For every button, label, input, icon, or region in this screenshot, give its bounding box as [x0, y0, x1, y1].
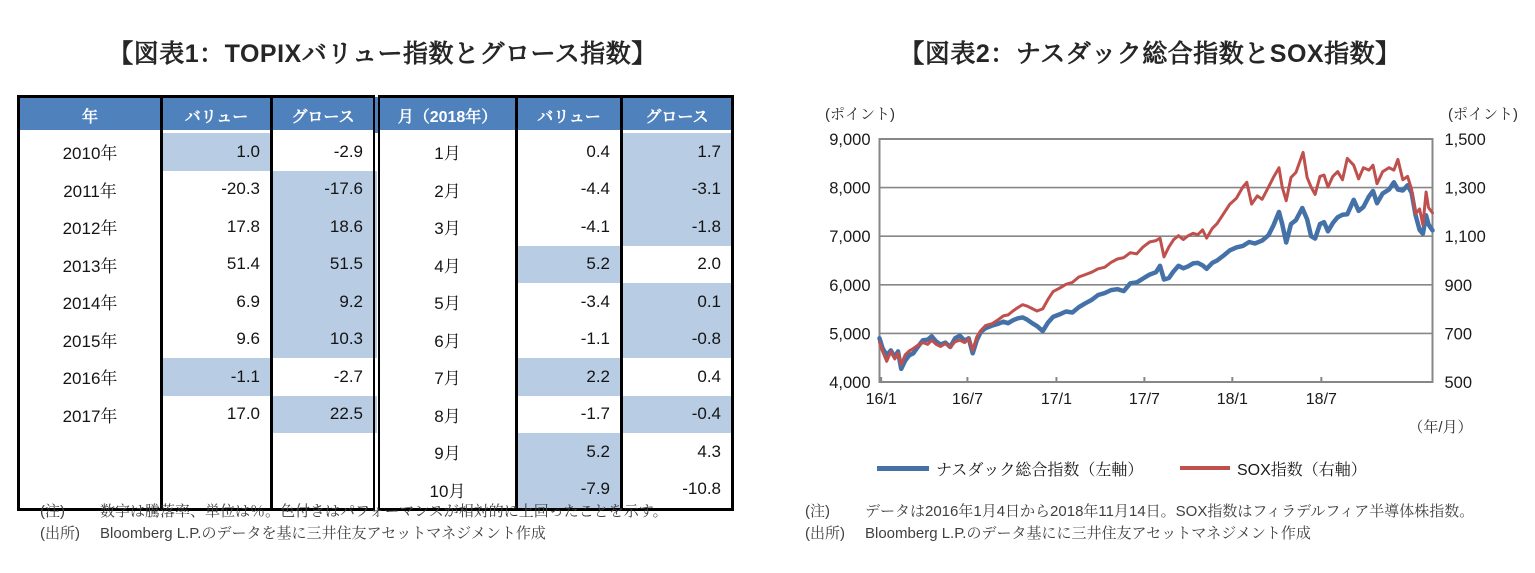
table-cell: 5.2	[517, 433, 622, 471]
left-axis-tick-label: 7,000	[829, 228, 871, 247]
figure2-source	[805, 523, 1529, 545]
x-axis-tick-label: 16/7	[951, 391, 983, 408]
table-cell: 0.4	[622, 358, 733, 396]
right-axis-tick-label: 700	[1444, 325, 1473, 344]
figure1-note	[40, 501, 740, 523]
table-cell: -3.1	[622, 171, 733, 209]
table-cell: 18.6	[272, 208, 377, 246]
table-cell: -20.3	[162, 171, 272, 209]
table-cell: -2.9	[272, 133, 377, 171]
table-cell: -1.1	[162, 358, 272, 396]
right-axis-tick-label: 1,100	[1444, 228, 1486, 247]
table-cell: -10.8	[622, 471, 733, 510]
table-head	[19, 97, 733, 134]
table-cell	[19, 433, 162, 471]
table-cell: -1.8	[622, 208, 733, 246]
table-cell: 2015年	[19, 321, 162, 359]
table-cell: -4.4	[517, 171, 622, 209]
table-cell: 2012年	[19, 208, 162, 246]
table-cell: 2010年	[19, 133, 162, 171]
legend-label-sox: SOX指数（右軸）	[1237, 461, 1367, 479]
table-cell: 2011年	[19, 171, 162, 209]
table-cell: 9月	[377, 433, 517, 471]
table-row	[19, 321, 733, 359]
table-cell: 2.0	[622, 246, 733, 284]
sox-line-swatch	[1180, 466, 1230, 470]
figure1-title: 【図表1：TOPIXバリュー指数とグロース指数】	[108, 40, 657, 68]
table-cell: 3月	[377, 208, 517, 246]
table-cell: -1.7	[517, 396, 622, 434]
table-cell: 8月	[377, 396, 517, 434]
table-cell: 17.0	[162, 396, 272, 434]
table-cell: 51.4	[162, 246, 272, 284]
table-cell: 5月	[377, 283, 517, 321]
table-row	[19, 396, 733, 434]
table-cell: 0.1	[622, 283, 733, 321]
figure1-source	[40, 523, 740, 545]
table-body	[19, 133, 733, 510]
table-row	[19, 433, 733, 471]
table-cell: -3.4	[517, 283, 622, 321]
right-axis-tick-label: 1,500	[1444, 131, 1486, 149]
note-text: 数字は騰落率、単位は％。色付きはパフォーマンスが相対的に上回ったことを示す。	[100, 503, 668, 520]
line-chart	[765, 125, 1535, 445]
note-label: (注)	[40, 503, 65, 520]
table-header-cell: バリュー	[517, 97, 622, 134]
table-cell: 6月	[377, 321, 517, 359]
table-cell: 1月	[377, 133, 517, 171]
figure1-panel	[0, 0, 765, 573]
table-cell: 10.3	[272, 321, 377, 359]
source-text: Bloomberg L.P.のデータを基に三井住友アセットマネジメント作成	[100, 525, 546, 542]
table-row	[19, 208, 733, 246]
table-cell: 6.9	[162, 283, 272, 321]
table-row	[19, 246, 733, 284]
nasdaq-line-swatch	[877, 466, 929, 471]
left-axis-tick-label: 5,000	[829, 325, 871, 344]
note-label: (注)	[805, 503, 830, 520]
table-cell: 5.2	[517, 246, 622, 284]
table-cell: 1.0	[162, 133, 272, 171]
x-axis-tick-label: 18/1	[1216, 391, 1248, 408]
left-axis-tick-label: 9,000	[829, 131, 871, 149]
plot-border	[880, 139, 1433, 382]
x-axis-tick-label: 18/7	[1305, 391, 1337, 408]
x-axis-unit-label: （年/月）	[1408, 419, 1473, 436]
table-cell: 51.5	[272, 246, 377, 284]
table-cell: 17.8	[162, 208, 272, 246]
left-axis-tick-label: 8,000	[829, 179, 871, 198]
figure1-notes	[40, 501, 740, 545]
table-cell	[162, 433, 272, 471]
table-row	[19, 171, 733, 209]
table-cell: -0.4	[622, 396, 733, 434]
table-cell: 1.7	[622, 133, 733, 171]
legend-item-sox	[1180, 456, 1367, 480]
table-cell: 4月	[377, 246, 517, 284]
table-header-cell: グロース	[622, 97, 733, 134]
table-header-cell: 月（2018年）	[377, 97, 517, 134]
table-cell: -17.6	[272, 171, 377, 209]
table-cell: 2月	[377, 171, 517, 209]
table-cell: 2017年	[19, 396, 162, 434]
table-cell: 9.2	[272, 283, 377, 321]
table-row	[19, 358, 733, 396]
note-text: データは2016年1月4日から2018年11月14日。SOX指数はフィラデルフィア半導体株指数。	[865, 503, 1475, 520]
table-cell: 4.3	[622, 433, 733, 471]
table-header-row	[19, 97, 733, 134]
table-row	[19, 133, 733, 171]
left-axis-unit-label: (ポイント)	[825, 106, 895, 123]
figure2-notes	[805, 501, 1529, 545]
table-row	[19, 283, 733, 321]
source-label: (出所)	[805, 525, 845, 542]
x-axis-tick-label: 16/1	[865, 391, 897, 408]
figure2-note	[805, 501, 1529, 523]
table-cell: 2016年	[19, 358, 162, 396]
right-axis-unit-label: (ポイント)	[1448, 106, 1518, 123]
legend-label-nasdaq: ナスダック総合指数（左軸）	[936, 461, 1144, 479]
legend-item-nasdaq	[877, 456, 1143, 480]
table-header-cell: グロース	[272, 97, 377, 134]
table-cell: -1.1	[517, 321, 622, 359]
table-cell: 2014年	[19, 283, 162, 321]
table-cell: 2013年	[19, 246, 162, 284]
table-header-cell: バリュー	[162, 97, 272, 134]
figure2-panel	[765, 0, 1535, 573]
left-axis-tick-label: 6,000	[829, 276, 871, 295]
table-cell: 10月	[377, 471, 517, 510]
source-label: (出所)	[40, 525, 80, 542]
table-cell: 2.2	[517, 358, 622, 396]
table-cell: -0.8	[622, 321, 733, 359]
figure2-title: 【図表2：ナスダック総合指数とSOX指数】	[899, 40, 1401, 68]
performance-table	[17, 95, 734, 511]
table-cell	[272, 433, 377, 471]
table-cell: 22.5	[272, 396, 377, 434]
source-text: Bloomberg L.P.のデータ基にに三井住友アセットマネジメント作成	[865, 525, 1311, 542]
table-cell: -2.7	[272, 358, 377, 396]
table-cell: -7.9	[517, 471, 622, 510]
right-axis-tick-label: 900	[1444, 276, 1473, 295]
right-axis-tick-label: 500	[1444, 374, 1473, 392]
x-axis-tick-label: 17/7	[1128, 391, 1160, 408]
right-axis-tick-label: 1,300	[1444, 179, 1486, 198]
table-cell: 9.6	[162, 321, 272, 359]
table-cell: 0.4	[517, 133, 622, 171]
x-axis-tick-label: 17/1	[1040, 391, 1073, 408]
table-header-cell: 年	[19, 97, 162, 134]
table-cell: -4.1	[517, 208, 622, 246]
left-axis-tick-label: 4,000	[829, 374, 871, 392]
table-cell: 7月	[377, 358, 517, 396]
